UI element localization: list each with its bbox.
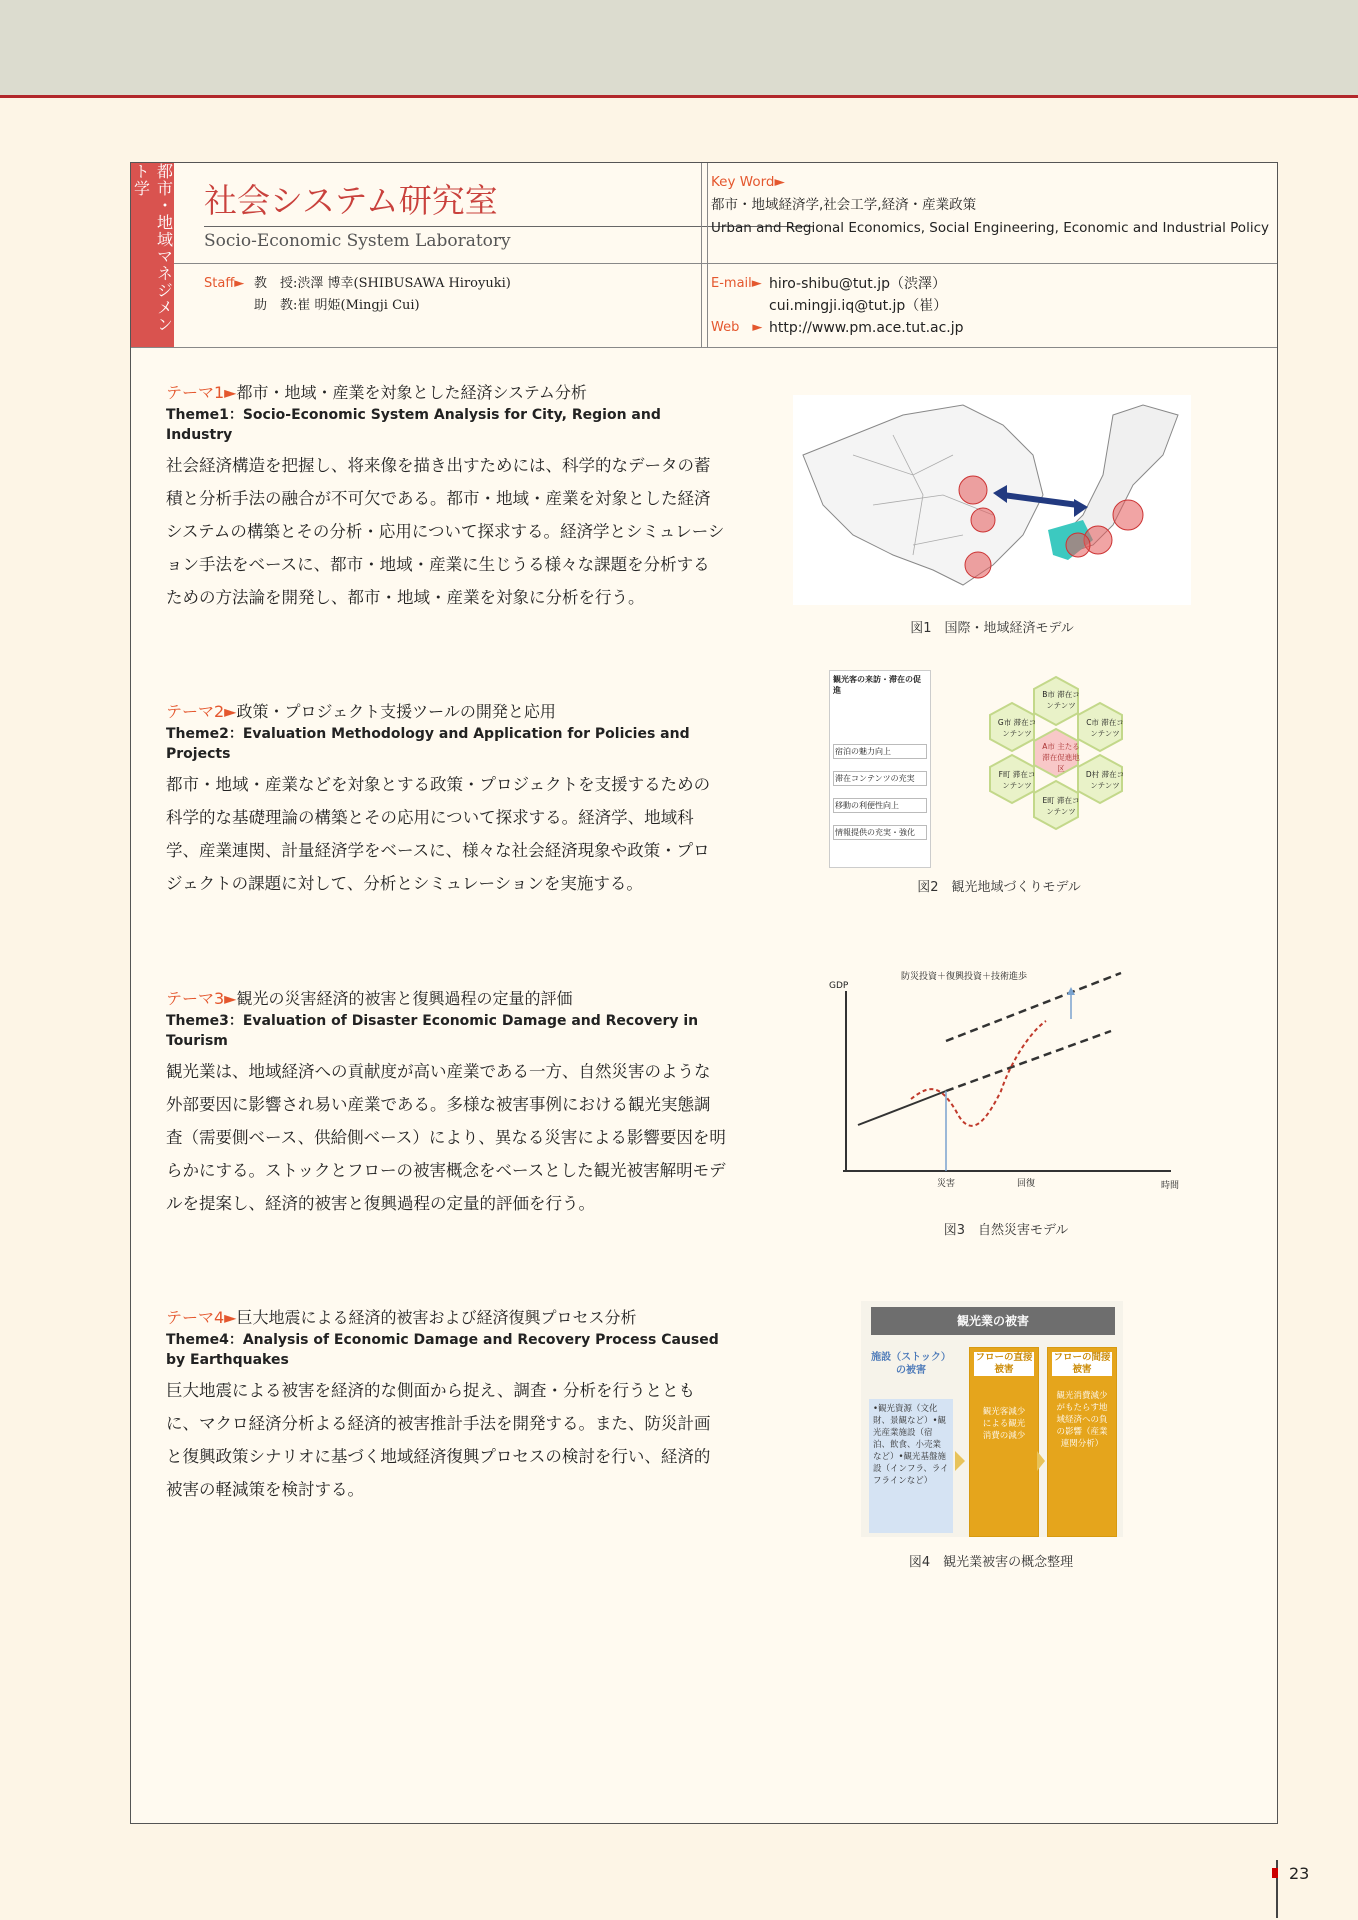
- fig3-xlabel: 時間: [1161, 1181, 1180, 1191]
- theme-title-en: Theme2：Evaluation Methodology and Application for Policies and Projects: [166, 726, 690, 762]
- staff-entry: 助 教:崔 明姫(Mingji Cui): [254, 298, 420, 313]
- theme-title: 巨大地震による経済的被害および経済復興プロセス分析: [236, 1308, 637, 1327]
- hex-label: C市 滞在コンテンツ: [1086, 718, 1124, 738]
- hex-label: F町 滞在コンテンツ: [998, 770, 1036, 790]
- fig4-col-body: •観光資源（文化財、景観など）•観光産業施設（宿泊、飲食、小売業など）•観光基盤施設（インフラ、ライフラインなど）: [869, 1399, 953, 1533]
- fig2-list-item: 宿泊の魅力向上: [833, 744, 927, 759]
- web-label: Web ►: [711, 320, 763, 335]
- divider: [707, 163, 708, 347]
- theme-body: 都市・地域・産業などを対象とする政策・プロジェクトを支援するための科学的な基礎理論の構築とその応用について探求する。経済学、地域科学、産業連関、計量経済学をベースに、様々な社会経済現象や政策・プロジェクトの課題に対して、分析とシミュレーションを実施する。: [166, 775, 711, 893]
- divider: [131, 347, 1277, 348]
- lab-name-jp: 社会システム研究室: [204, 181, 498, 220]
- fig3-xlabel: 災害: [937, 1179, 956, 1189]
- theme-number: テーマ1►: [166, 383, 237, 402]
- fig4-col-body: 観光消費減少がもたらす地域経済への負の影響（産業連関分析）: [1056, 1391, 1108, 1449]
- theme-title-en: Theme3：Evaluation of Disaster Economic Damage and Recovery in Tourism: [166, 1013, 699, 1049]
- theme-number: テーマ4►: [166, 1308, 237, 1327]
- theme-number: テーマ2►: [166, 702, 237, 721]
- staff-label: Staff►: [204, 276, 245, 291]
- figure-3-chart: [821, 971, 1191, 1191]
- fig2-list-item: 滞在コンテンツの充実: [833, 771, 927, 786]
- fig4-col-body: 観光客減少による観光消費の減少: [982, 1407, 1026, 1441]
- theme-number: テーマ3►: [166, 989, 237, 1008]
- keyword-label: Key Word►: [711, 174, 785, 190]
- theme-3: [166, 987, 726, 1220]
- web-link[interactable]: http://www.pm.ace.tut.ac.jp: [769, 320, 964, 336]
- theme-title: 都市・地域・産業を対象とした経済システム分析: [236, 383, 587, 402]
- figure-2-caption: 図2 観光地域づくりモデル: [917, 880, 1081, 895]
- fig2-list-item: 観光客の来訪・滞在の促進: [833, 675, 921, 695]
- category-tab: 都市・地域マネジメント学: [131, 163, 174, 347]
- hex-label: B市 滞在コンテンツ: [1042, 690, 1080, 710]
- top-band: [0, 0, 1358, 98]
- hex-label: E町 滞在コンテンツ: [1042, 796, 1080, 816]
- figure-1-caption: 図1 国際・地域経済モデル: [910, 621, 1074, 636]
- hex-label: D村 滞在コンテンツ: [1085, 770, 1125, 790]
- hex-label: A市 主たる滞在促進地区: [1042, 742, 1080, 773]
- fig4-col-title: フローの直接被害: [975, 1352, 1033, 1375]
- figure-1-map: [793, 395, 1191, 605]
- page-number: 23: [1289, 1864, 1310, 1883]
- fig3-xlabel: 回復: [1017, 1179, 1036, 1189]
- theme-title-en: Theme1：Socio-Economic System Analysis for City, Region and Industry: [166, 407, 661, 443]
- fig4-col-title: 施設（ストック）の被害: [871, 1352, 951, 1376]
- figure-3-caption: 図3 自然災害モデル: [943, 1223, 1069, 1238]
- fig4-col-title: フローの間接被害: [1053, 1352, 1111, 1375]
- keywords-jp: 都市・地域経済学,社会工学,経済・産業政策: [711, 197, 977, 213]
- theme-1: [166, 381, 726, 614]
- page-marker: [1272, 1868, 1278, 1878]
- theme-body: 社会経済構造を把握し、将来像を描き出すためには、科学的なデータの蓄積と分析手法の融合が不可欠である。都市・地域・産業を対象とした経済システムの構築とその分析・応用について探求する。経済学とシミュレーション手法をベースに、都市・地域・産業に生じうる様々な課題を分析するための方法論を開発し、都市・地域・産業を対象に分析を行う。: [166, 456, 725, 607]
- hex-label: G市 滞在コンテンツ: [997, 718, 1037, 738]
- lab-name-en: Socio-Economic System Laboratory: [204, 231, 511, 251]
- theme-2: [166, 700, 726, 900]
- fig2-list-item: 移動の利便性向上: [833, 798, 927, 813]
- email-link[interactable]: cui.mingji.iq@tut.jp（崔）: [769, 298, 948, 314]
- keywords-en: Urban and Regional Economics, Social Engineering, Economic and Industrial Policy: [711, 220, 1269, 236]
- keyword-block: [711, 171, 1269, 240]
- email-link[interactable]: hiro-shibu@tut.jp（渋澤）: [769, 276, 946, 292]
- fig4-flow-indirect: [1047, 1347, 1117, 1537]
- theme-body: 巨大地震による被害を経済的な側面から捉え、調査・分析を行うとともに、マクロ経済分析よる経済的被害推計手法を開発する。また、防災計画と復興政策シナリオに基づく地域経済復興プロセスの検討を行い、経済的被害の軽減策を検討する。: [166, 1381, 711, 1499]
- fig4-flow-direct: [969, 1347, 1039, 1537]
- staff-block: [204, 273, 511, 317]
- divider: [701, 163, 702, 347]
- figure-4-caption: 図4 観光業被害の概念整理: [908, 1555, 1074, 1570]
- contact-block: [711, 273, 964, 339]
- theme-title: 政策・プロジェクト支援ツールの開発と応用: [236, 702, 556, 721]
- fig4-header: 観光業の被害: [871, 1307, 1115, 1335]
- theme-4: [166, 1306, 726, 1506]
- fig3-ylabel: GDP: [829, 981, 849, 991]
- arrow-icon: [1037, 1451, 1045, 1471]
- figure-4-diagram: [861, 1301, 1123, 1537]
- divider: [707, 263, 1277, 264]
- theme-title-en: Theme4：Analysis of Economic Damage and Recovery Process Caused by Earthquakes: [166, 1332, 719, 1368]
- arrow-icon: [955, 1451, 965, 1471]
- figure-2-diagram: [829, 665, 1169, 873]
- fig3-top-label: 防災投資＋復興投資＋技術進歩: [901, 972, 1028, 982]
- theme-title: 観光の災害経済的被害と復興過程の定量的評価: [236, 989, 573, 1008]
- email-label: E-mail►: [711, 276, 762, 291]
- lab-panel: [130, 162, 1278, 1824]
- staff-entry: 教 授:渋澤 博幸(SHIBUSAWA Hiroyuki): [254, 276, 511, 291]
- fig2-list-item: 情報提供の充実・強化: [833, 825, 927, 840]
- theme-body: 観光業は、地域経済への貢献度が高い産業である一方、自然災害のような外部要因に影響され易い産業である。多様な被害事例における観光実態調査（需要側ベース、供給側ベース）により、異なる災害による影響要因を明らかにする。ストックとフローの被害概念をベースとした観光被害解明モデルを提案し、経済的被害と復興過程の定量的評価を行う。: [166, 1062, 726, 1213]
